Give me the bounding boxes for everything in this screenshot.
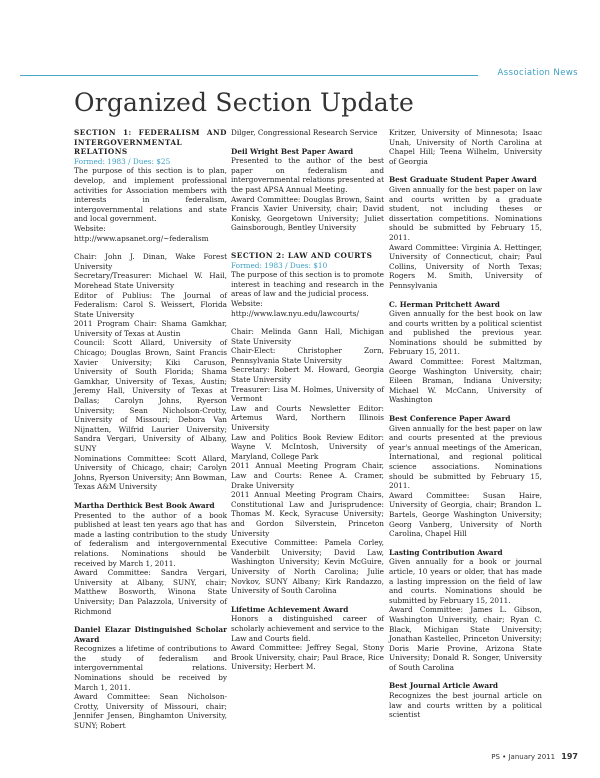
program-chair-text: 2011 Program Chair: Shama Gamkhar, University of Texas at Austin <box>74 319 227 338</box>
program-chairs-const-text: 2011 Annual Meeting Program Chairs, Constitutional Law and Jurisprudence: Thomas M. Keck, Syracuse University; and Gordon Silverstein, Princeton University <box>231 490 384 538</box>
award-committee: Award Committee: Virginia A. Hettinger, University of Connecticut, chair; Paul Collins, University of North Texas; Rogers M. Smith, University of Pennsylvania <box>389 242 542 290</box>
program-chair-text: 2011 Annual Meeting Program Chair, Law and Courts: Renee A. Cramer, Drake University <box>231 461 384 490</box>
executive-committee-text: Executive Committee: Pamela Corley, Vanderbilt University; David Law, Washington University; Kevin McGuire, University of North Carolina; Julie Novkov, SUNY Albany; Kirk Randazzo, University of South Carolina <box>231 538 384 596</box>
award-body: Recognizes a lifetime of contributions to the study of federalism and intergovernmental relations. Nominations should be received by March 1, 2011. <box>74 644 227 692</box>
award-body: Presented to the author of the best paper on federalism and intergovernmental relations presented at the past APSA Annual Meeting. <box>231 156 385 194</box>
award-heading: Lifetime Achievement Award <box>231 604 349 614</box>
section-heading: SECTION 2: LAW AND COURTS <box>231 250 373 260</box>
column-2 <box>231 128 384 672</box>
award-heading: Martha Derthick Best Book Award <box>74 500 215 510</box>
award-heading: Best Journal Article Award <box>389 681 499 691</box>
award-body: Presented to the author of a book published at least ten years ago that has made a lasting contribution to the study of federalism and intergovernmental relations. Nominations should be received by March 1, 2011. <box>74 510 227 568</box>
award-body: Given annually for the best book on law and courts written by a political scientist and published the previous year. Nominations should be submitted by February 15, 2011. <box>389 309 542 357</box>
award-committee: Award Committee: Sandra Vergari, University at Albany, SUNY, chair; Matthew Bosworth, Winona State University; Dan Palazzola, University of Richmond <box>74 568 227 616</box>
editor-text: Editor of Publius: The Journal of Federalism: Carol S. Weissert, Florida State University <box>74 290 227 319</box>
book-review-editor-text: Law and Politics Book Review Editor: Wayne V. McIntosh, University of Maryland, College Park <box>231 432 384 461</box>
page-number: 197 <box>561 752 578 761</box>
chair-text: Chair: Melinda Gann Hall, Michigan State University <box>231 327 384 346</box>
formed-dues: Formed: 1983 / Dues: $10 <box>231 260 328 270</box>
council-text: Council: Scott Allard, University of Chicago; Douglas Brown, Saint Francis Xavier University; Kiki Caruson, University of South Florida; Shama Gamkhar, University of Texas, Austin; Jeremy Hall, University of Texas at Dallas; Carolyn Johns, Ryerson University; Sean Nicholson-Crotty, University of Missouri; Debora Van Nijnatten, Wilfrid Laurier University; Sandra Vergari, University of Albany, SUNY <box>74 338 227 453</box>
chair-elect-text: Chair-Elect: Christopher Zorn, Pennsylvania State University <box>231 346 384 365</box>
award-committee: Award Committee: Douglas Brown, Saint Francis Xavier University, chair; David Konisky, Georgetown University; Juliet Gainsborough, Bentley University <box>231 194 384 233</box>
header-rule <box>20 75 478 76</box>
page-footer <box>491 752 578 761</box>
column-3 <box>389 128 542 720</box>
award-committee: Award Committee: Susan Haire, University of Georgia, chair; Brandon L. Bartels, George Washington University; Georg Vanberg, University of North Carolina, Chapel Hill <box>389 490 542 539</box>
award-committee: Award Committee: James L. Gibson, Washington University, chair; Ryan C. Black, Michigan State University; Jonathan Kastellec, Princeton University; Doris Marie Provine, Arizona State University; Donald R. Songer, University of South Carolina <box>389 605 542 672</box>
award-committee: Award Committee: Jeffrey Segal, Stony Brook University, chair; Paul Brace, Rice University; Herbert M. <box>231 643 384 672</box>
award-committee: Award Committee: Sean Nicholson-Crotty, University of Missouri, chair; Jennifer Jensen, Binghamton University, SUNY; Robert <box>74 692 227 731</box>
award-heading: Daniel Elazar Distinguished Scholar Award <box>74 625 227 644</box>
secretary-text: Secretary: Robert M. Howard, Georgia State University <box>231 365 384 385</box>
chair-text: Chair: John J. Dinan, Wake Forest University <box>74 252 227 271</box>
award-body: Given annually for a book or journal article, 10 years or older, that has made a lasting impression on the field of law and courts. Nominations should be submitted by February 15, 2011. <box>389 557 542 605</box>
award-body: Honors a distinguished career of scholarly achievement and service to the Law and Courts field. <box>231 614 384 643</box>
treasurer-text: Treasurer: Lisa M. Holmes, University of Vermont <box>231 384 384 404</box>
committee-continued: Kritzer, University of Minnesota; Isaac Unah, University of North Carolina at Chapel Hill; Teena Wilhelm, University of Georgia <box>389 128 542 166</box>
committee-continued: Dilger, Congressional Research Service <box>231 128 378 137</box>
award-heading: Lasting Contribution Award <box>389 547 503 557</box>
secretary-text: Secretary/Treasurer: Michael W. Hail, Morehead State University <box>74 271 227 290</box>
award-body: Given annually for the best paper on law and courts presented at the previous year's annual meetings of the American, International, and regional political science associations. Nominations should be submitted by February 15, 2011. <box>389 423 542 491</box>
page-title: Organized Section Update <box>74 88 415 117</box>
section-heading: SECTION 1: FEDERALISM AND INTERGOVERNMENTAL RELATIONS <box>74 128 227 157</box>
purpose-text: The purpose of this section is to promote interest in teaching and research in the areas of law and the judicial process. <box>231 270 384 299</box>
award-heading: C. Herman Pritchett Award <box>389 299 500 309</box>
award-heading: Best Conference Paper Award <box>389 414 511 424</box>
website-text[interactable]: Website: http://www.apsanet.org/~federalism <box>74 223 209 243</box>
section-label: Association News <box>497 68 578 78</box>
journal-issue: PS • January 2011 <box>491 753 556 761</box>
award-body: Given annually for the best paper on law and courts written by a graduate student, not including theses or dissertation competitions. Nominations should be submitted by February 15, 2011. <box>389 184 542 242</box>
website-text[interactable]: Website: http://www.law.nyu.edu/lawcourts/ <box>231 298 359 318</box>
section-header-bar <box>0 68 600 82</box>
formed-dues: Formed: 1983 / Dues: $25 <box>74 156 171 166</box>
award-body: Recognizes the best journal article on law and courts written by a political scientist <box>389 691 542 720</box>
award-heading: Deil Wright Best Paper Award <box>231 146 354 156</box>
award-committee: Award Committee: Forest Maltzman, George Washington University, chair; Eileen Braman, Indiana University; Michael W. McCann, University of Washington <box>389 357 542 405</box>
nominations-text: Nominations Committee: Scott Allard, University of Chicago, chair; Carolyn Johns, Ryerson University; Ann Bowman, Texas A&M University <box>74 453 227 492</box>
purpose-text: The purpose of this section is to plan, develop, and implement professional activities for Association members with interests in federalism, intergovernmental relations and state and local government. <box>74 166 227 224</box>
award-heading: Best Graduate Student Paper Award <box>389 175 537 185</box>
column-1 <box>74 128 227 731</box>
newsletter-editor-text: Law and Courts Newsletter Editor: Artemus Ward, Northern Illinois University <box>231 403 384 433</box>
